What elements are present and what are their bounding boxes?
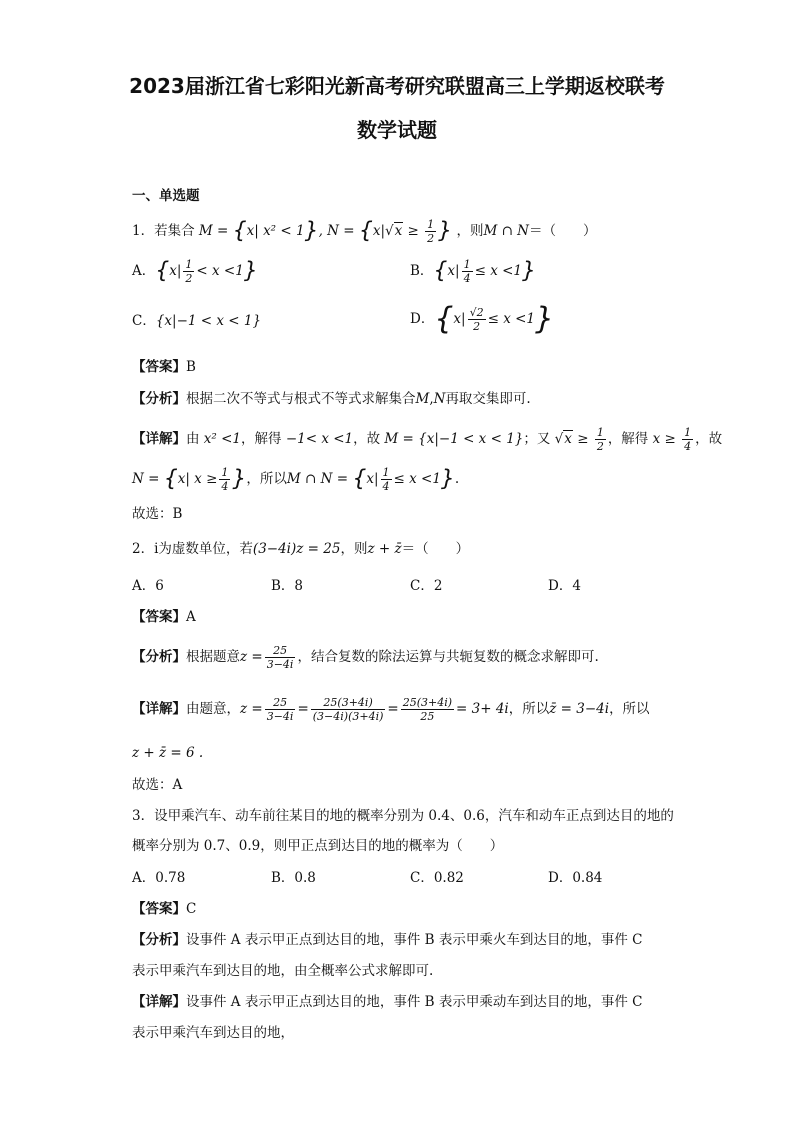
q1-option-b: B．{x| $\frac{1}{4}$ ≤ x <1} [410,258,537,285]
q2-option-d: D．4 [548,578,581,594]
q1-stem-prefix: 1．若集合 [132,223,195,239]
q1-answer: 【答案】B [132,359,196,375]
q2-detail-last: z + z̄ = 6 . [132,745,204,761]
title-line-1: 2023届浙江省七彩阳光新高考研究联盟高三上学期返校联考 [129,74,665,98]
q2-option-a: A．6 [132,578,164,594]
q3-option-b: B．0.8 [271,870,316,886]
q1-option-a: A．{x| $\frac{1}{2}$ < x <1} [132,258,258,285]
q2-stem: 2．i为虚数单位，若(3−4i)z = 25，则z + z̄＝（ ） [132,541,470,557]
q3-stem-1: 3．设甲乘汽车、动车前往某目的地的概率分别为 0.4、0.6，汽车和动车正点到达目的地的 [132,808,674,824]
q1-stem: 1．若集合 M = {x| x² < 1}, N = {x|√x ≥ $\frac{1}{2}$ } ，则M ∩ N＝（ ） [132,218,597,245]
section-heading: 一、单选题 [132,188,200,204]
q3-detail-1: 【详解】设事件 A 表示甲正点到达目的地，事件 B 表示甲乘动车到达目的地，事件 C [132,994,643,1010]
q1-option-c: C．{x|−1 < x < 1} [132,313,262,329]
q3-analysis-2: 表示甲乘汽车到达目的地，由全概率公式求解即可. [132,963,434,979]
q1-stem-suffix: ，则 [456,223,484,239]
q1-option-d: D．{x| $\frac{√2}{2}$ ≤ x <1} [410,301,555,337]
q1-stem-end: ＝（ ） [529,223,597,239]
q2-analysis: 【分析】根据题意z = $\frac{25}{3-4i}$ ，结合复数的除法运算与共轭复数的概念求解即可. [132,644,599,671]
q2-choose: 故选：A [132,777,183,793]
q3-detail-2: 表示甲乘汽车到达目的地， [132,1025,294,1041]
q3-option-c: C．0.82 [410,870,464,886]
q1-detail-1: 【详解】由 x² <1，解得 −1< x <1，故 M = {x|−1 < x < 1}；又 √x ≥ $\frac{1}{2}$ ，解得 x ≥ $\frac{1}{4}$ ，故 [132,426,723,453]
q2-option-b: B．8 [271,578,304,594]
q2-detail: 【详解】由题意，z = $\frac{25}{3-4i}$ = $\frac{25(3+4i)}{(3-4i)(3+4i)}$ = $\frac{25(3+4i)}{25}$ = 3+ 4i，所以z̄ = 3−4i，所以 [132,696,650,723]
q3-option-d: D．0.84 [548,870,603,886]
q1-set-m: M = {x| x² < 1}, N = {x|√x ≥ $\frac{1}{2}$ } [198,218,453,245]
title-line-2: 数学试题 [357,118,437,142]
q3-stem-2: 概率分别为 0.7、0.9，则甲正点到达目的地的概率为（ ） [132,838,504,854]
q2-option-c: C．2 [410,578,443,594]
q3-analysis-1: 【分析】设事件 A 表示甲正点到达目的地，事件 B 表示甲乘火车到达目的地，事件 C [132,932,643,948]
q2-answer: 【答案】A [132,609,196,625]
q1-detail-2: N = {x| x ≥ $\frac{1}{4}$ }，所以M ∩ N = {x| $\frac{1}{4}$ ≤ x <1}. [132,466,460,493]
q3-option-a: A．0.78 [132,870,186,886]
q1-choose: 故选：B [132,506,183,522]
q3-answer: 【答案】C [132,901,197,917]
q1-analysis: 【分析】根据二次不等式与根式不等式求解集合M,N再取交集即可. [132,391,531,407]
